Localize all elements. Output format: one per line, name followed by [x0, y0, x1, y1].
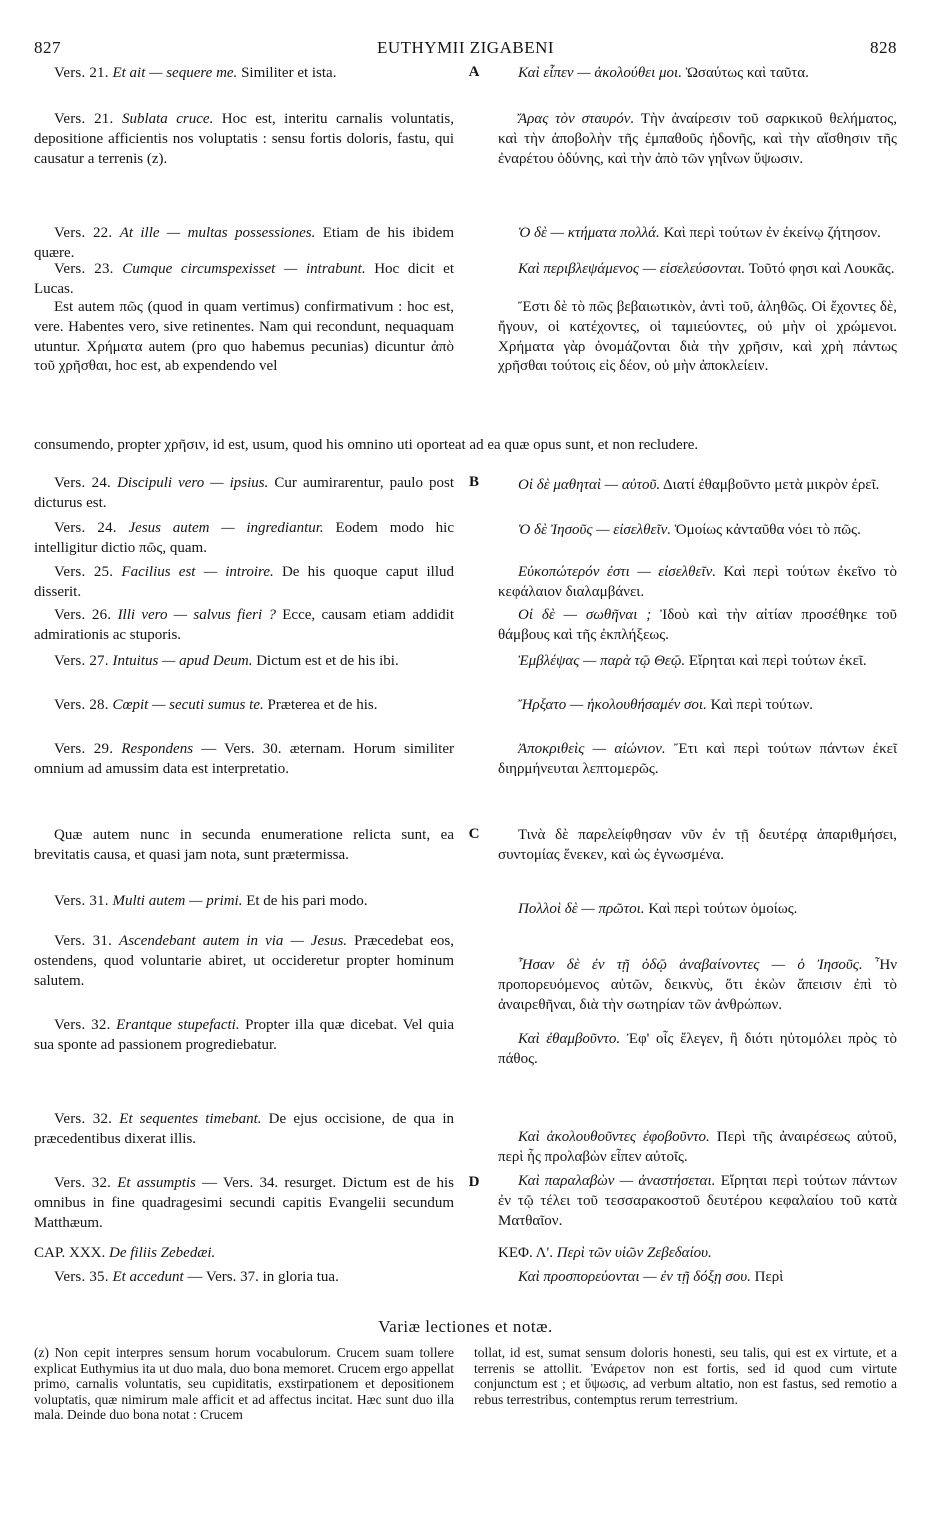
latin-chapter-title: De filiis Zebedæi.	[109, 1245, 216, 1261]
greek-commentary: Τινὰ δὲ παρελείφθησαν νῦν ἐν τῇ δευτέρᾳ ἀπαριθμήσει, συντομίας ἕνεκεν, καὶ ὡς ἐγνωσμένα.	[498, 827, 897, 863]
greek-commentary: Τὴν ἀναίρεσιν τοῦ σαρκικοῦ θελήματος, καὶ τὴν ἀποβολὴν τῆς ἐμπαθοῦς ἡδονῆς, καὶ τὴν αἴσθησιν τῆς ἐναρέτου ὀδύνης, καὶ τὴν ἀπὸ τῶν γηΐνων ὕψωσιν.	[498, 111, 898, 167]
verse-reference: Vers. 24.	[54, 520, 117, 536]
greek-paragraph	[498, 476, 897, 496]
latin-commentary: — Vers. 30. æternam. Horum similiter omnium ad amussim data est interpretatio.	[34, 741, 455, 777]
greek-commentary: Περὶ	[750, 1269, 784, 1285]
section-marker: A	[468, 64, 480, 80]
section-marker: D	[468, 1174, 480, 1190]
greek-chapter-heading	[498, 1244, 897, 1264]
verse-reference: Vers. 35.	[54, 1269, 109, 1285]
latin-chapter-heading	[34, 1244, 454, 1264]
section-marker: C	[468, 826, 480, 842]
greek-chapter-number: ΚΕΦ. Λ'.	[498, 1245, 553, 1261]
notes-title: Variæ lectiones et notæ.	[378, 1317, 553, 1336]
running-title: EUTHYMII ZIGABENI	[376, 38, 555, 57]
greek-commentary: Ἐφ' οἷς ἔλεγεν, ἢ διότι ηὐτομόλει πρὸς τὸ πάθος.	[498, 1031, 897, 1067]
verse-reference: Vers. 31.	[54, 893, 109, 909]
greek-paragraph	[498, 606, 897, 646]
latin-commentary: Et de his pari modo.	[242, 893, 368, 909]
greek-paragraph	[498, 563, 897, 603]
greek-paragraph	[498, 1128, 897, 1168]
greek-lemma: Οἱ δὲ — σωθῆναι ;	[518, 607, 652, 623]
greek-paragraph	[498, 1030, 897, 1070]
latin-paragraph	[34, 110, 454, 169]
latin-lemma: Jesus autem — ingrediantur.	[128, 520, 324, 536]
greek-commentary: Ὡσαύτως καὶ ταῦτα.	[681, 65, 809, 81]
latin-commentary: — Vers. 37. in gloria tua.	[183, 1269, 339, 1285]
verse-reference: Vers. 21.	[54, 111, 114, 127]
latin-lemma: Et accedunt	[112, 1269, 184, 1285]
latin-paragraph	[34, 1110, 454, 1150]
latin-paragraph	[34, 652, 454, 672]
latin-lemma: Respondens	[121, 741, 194, 757]
greek-lemma: Καὶ εἶπεν — ἀκολούθει μοι.	[518, 65, 682, 81]
greek-lemma: Ὁ δὲ — κτήματα πολλά.	[518, 225, 660, 241]
latin-paragraph	[34, 606, 454, 646]
greek-commentary: Ἦν προπορευόμενος αὐτῶν, δεικνὺς, ὅτι ἑκὼν ἄπεισιν ἐπὶ τὸ ἀναιρεθῆναι, διὰ τὴν σωτηρίαν τῶν ἀνθρώπων.	[498, 957, 897, 1013]
greek-chapter-title: Περὶ τῶν υἱῶν Ζεβεδαίου.	[556, 1245, 712, 1261]
greek-commentary: Ἰδοὺ καὶ τὴν αἰτίαν προσέθηκε τοῦ θάμβους καὶ τῆς ἐκπλήξεως.	[498, 607, 897, 643]
verse-reference: Vers. 32.	[54, 1175, 112, 1191]
latin-commentary: Præcedebat eos, ostendens, quod voluntarie abiret, ut occideretur propter hominum salutem.	[34, 933, 455, 989]
latin-commentary: Cur aumirarentur, paulo post dicturus est.	[34, 475, 454, 511]
footnote-col-left: (z) Non cepit interpres sensum horum vocabulorum. Crucem suam tollere explicat Euthymius ita ut duo mala, duo bona memoret. Crucem ergo appellat primo, carnalis voluntatis, seu cupiditatis, exstirpationem et depositionem voluptatis, quæ nimirum male afficit et ad affectus incitat. Hæc sunt duo illa mala. Deinde duo bona notat : Crucem	[34, 1345, 454, 1423]
greek-paragraph	[498, 521, 897, 541]
latin-paragraph	[34, 519, 454, 559]
latin-commentary: Ecce, causam etiam addidit admirationis ac stuporis.	[34, 607, 454, 643]
greek-lemma: Εὐκοπώτερόν ἐστι — εἰσελθεῖν.	[518, 564, 716, 580]
greek-lemma: Καὶ προσπορεύονται — ἐν τῇ δόξῃ σου.	[518, 1269, 751, 1285]
greek-paragraph	[498, 298, 897, 377]
latin-paragraph	[34, 298, 454, 377]
latin-paragraph	[34, 1016, 454, 1056]
latin-commentary: Quæ autem nunc in secunda enumeratione relicta sunt, ea brevitatis causa, et quasi jam nota, sunt prætermissa.	[34, 827, 454, 863]
greek-lemma: Ὁ δὲ Ἰησοῦς — εἰσελθεῖν.	[518, 522, 672, 538]
greek-commentary: Εἴρηται περὶ τούτων πάντων ἐν τῷ τέλει τοῦ τεσσαρακοστοῦ δευτέρου κεφαλαίου τοῦ κατὰ Ματθαῖον.	[498, 1173, 897, 1229]
latin-commentary: De ejus occisione, de qua in præcedentibus dixerat illis.	[34, 1111, 455, 1147]
verse-reference: Vers. 32.	[54, 1017, 111, 1033]
greek-commentary: Καὶ περὶ τούτων ἐκεῖνο τὸ κεφάλαιον διαλαμβάνει.	[498, 564, 897, 600]
greek-lemma: Καὶ περιβλεψάμενος — εἰσελεύσονται.	[518, 261, 746, 277]
verse-reference: Vers. 28.	[54, 697, 109, 713]
footnote-col-right: tollat, id est, sumat sensum doloris honesti, seu talis, qui est ex virtute, et a terrenis se attollit. Ἐνάρετον non est fortis, sed id quod cum virtute conjunctum est ; et ὕψωσις, ad verbum altatio, non est fastus, sed remotio a rebus terrestribus, contemptus rerum terrestrium.	[474, 1345, 897, 1407]
greek-lemma: Ἦσαν δὲ ἐν τῇ ὁδῷ ἀναβαίνοντες — ὁ Ἰησοῦς.	[518, 957, 863, 973]
greek-commentary: Καὶ περὶ τούτων ὁμοίως.	[644, 901, 798, 917]
greek-commentary: Περὶ τῆς ἀναιρέσεως αὐτοῦ, περὶ ἧς προλαβὼν εἶπεν αὐτοῖς.	[498, 1129, 897, 1165]
latin-lemma: Cumque circumspexisset — intrabunt.	[122, 261, 366, 277]
latin-lemma: Discipuli vero — ipsius.	[117, 475, 269, 491]
page-number-left: 827	[34, 38, 61, 57]
latin-chapter-number: CAP. XXX.	[34, 1245, 106, 1261]
latin-lemma: Sublata cruce.	[121, 111, 214, 127]
greek-lemma: Ἀποκριθεὶς — αἰώνιον.	[518, 741, 666, 757]
latin-lemma: Et sequentes timebant.	[119, 1111, 262, 1127]
latin-paragraph	[34, 1174, 454, 1233]
greek-paragraph	[498, 900, 897, 920]
latin-commentary: Similiter et ista.	[237, 65, 337, 81]
latin-commentary: Præterea et de his.	[263, 697, 378, 713]
latin-commentary: De his quoque caput illud disserit.	[34, 564, 454, 600]
verse-reference: Vers. 31.	[54, 933, 112, 949]
latin-paragraph	[34, 826, 454, 866]
greek-commentary: Ἔστι δὲ τὸ πῶς βεβαιωτικὸν, ἀντὶ τοῦ, ἀληθῶς. Οἱ ἔχοντες δὲ, ἤγουν, οἱ κατέχοντες, οἱ ταμιεύοντες, οὐ μὴν οἱ χρώμενοι. Χρήματα γὰρ ὀνομάζονται διὰ τὴν χρῆσιν, καὶ χρὴ πάντως χρῆσθαι τούτοις εἰς δέον, οὐ μὴν ἀποκλείειν.	[498, 299, 897, 375]
latin-paragraph	[34, 1268, 454, 1288]
greek-paragraph	[498, 956, 897, 1015]
latin-commentary: Hoc est, interitu carnalis voluntatis, depositione afficientis nos voluptatis : sensu fortis doloris, fastu, qui causatur a terrenis (z).	[34, 111, 455, 167]
latin-lemma: Ascendebant autem in via — Jesus.	[119, 933, 348, 949]
latin-paragraph	[34, 696, 454, 716]
latin-lemma: Intuitus — apud Deum.	[112, 653, 253, 669]
running-header	[34, 38, 897, 62]
greek-lemma: Οἱ δὲ μαθηταὶ — αὐτοῦ.	[518, 477, 661, 493]
verse-reference: Vers. 27.	[54, 653, 109, 669]
latin-commentary: Hoc dicit et Lucas.	[34, 261, 455, 297]
latin-lemma: Multi autem — primi.	[112, 893, 243, 909]
latin-commentary: Est autem πῶς (quod in quam vertimus) confirmativum : hoc est, vere. Habentes vero, sive retinentes. Nam qui recondunt, nequaquam utuntur. Χρήματα autem (pro quo habemus pecunias) dicuntur ἀπὸ τοῦ χρῆσθαι, hoc est, ab expendendo vel	[34, 299, 454, 375]
verse-reference: Vers. 21.	[54, 65, 109, 81]
greek-paragraph	[498, 110, 897, 169]
greek-paragraph	[498, 1172, 897, 1231]
greek-commentary: Ἔτι καὶ περὶ τούτων πάντων ἐκεῖ διηρμήνευται λεπτομερῶς.	[498, 741, 897, 777]
greek-lemma: Ἐμβλέψας — παρὰ τῷ Θεῷ.	[518, 653, 686, 669]
latin-commentary: Eodem modo hic intelligitur dictio πῶς, quam.	[34, 520, 454, 556]
greek-commentary: Διατί ἐθαμβοῦντο μετὰ μικρὸν ἐρεῖ.	[660, 477, 880, 493]
greek-paragraph	[498, 826, 897, 866]
latin-paragraph	[34, 260, 454, 300]
latin-lemma: Illi vero — salvus fieri ?	[117, 607, 276, 623]
latin-commentary: Propter illa quæ dicebat. Vel quia sua sponte ad passionem progrediebatur.	[34, 1017, 454, 1053]
verse-reference: Vers. 22.	[54, 225, 113, 241]
greek-paragraph	[498, 260, 897, 280]
page-number-right: 828	[870, 38, 897, 57]
latin-paragraph	[34, 932, 454, 991]
verse-reference: Vers. 29.	[54, 741, 114, 757]
latin-paragraph	[34, 64, 454, 84]
verse-reference: Vers. 24.	[54, 475, 112, 491]
latin-paragraph	[34, 892, 454, 912]
greek-commentary: Ὁμοίως κἀνταῦθα νόει τὸ πῶς.	[671, 522, 861, 538]
greek-commentary: Καὶ περὶ τούτων.	[706, 697, 814, 713]
latin-lemma: Et assumptis	[117, 1175, 196, 1191]
greek-paragraph	[498, 740, 897, 780]
latin-lemma: At ille — multas possessiones.	[119, 225, 316, 241]
greek-commentary: Καὶ περὶ τούτων ἐν ἐκείνῳ ζήτησον.	[659, 225, 881, 241]
greek-lemma: Καὶ ἀκολουθοῦντες ἐφοβοῦντο.	[518, 1129, 710, 1145]
latin-paragraph	[34, 563, 454, 603]
greek-lemma: Ἤρξατο — ἠκολουθήσαμέν σοι.	[518, 697, 707, 713]
latin-commentary: Dictum est et de his ibi.	[252, 653, 399, 669]
latin-lemma: Erantque stupefacti.	[116, 1017, 240, 1033]
verse-reference: Vers. 26.	[54, 607, 112, 623]
latin-lemma: Facilius est — introire.	[121, 564, 274, 580]
latin-commentary: Etiam de his ibidem quære.	[34, 225, 454, 261]
greek-commentary: Εἴρηται καὶ περὶ τούτων ἐκεῖ.	[685, 653, 867, 669]
greek-paragraph	[498, 224, 897, 244]
verse-reference: Vers. 23.	[54, 261, 114, 277]
latin-lemma: Et ait — sequere me.	[112, 65, 238, 81]
greek-commentary: Τοῦτό φησι καὶ Λουκᾶς.	[745, 261, 895, 277]
greek-lemma: Καὶ παραλαβὼν — ἀναστήσεται.	[518, 1173, 716, 1189]
verse-reference: Vers. 32.	[54, 1111, 113, 1127]
latin-paragraph	[34, 474, 454, 514]
verse-reference: Vers. 25.	[54, 564, 114, 580]
latin-lemma: Cœpit — secuti sumus te.	[112, 697, 264, 713]
greek-lemma: Ἄρας τὸν σταυρόν.	[518, 111, 635, 127]
latin-commentary: — Vers. 34. resurget. Dictum est de his omnibus in fine quadragesimi secundi capitis Evangelii secundum Matthæum.	[34, 1175, 455, 1231]
latin-paragraph	[34, 224, 454, 264]
latin-paragraph	[34, 740, 454, 780]
greek-paragraph	[498, 652, 897, 672]
greek-paragraph	[498, 64, 897, 84]
section-marker: B	[468, 474, 479, 490]
greek-paragraph	[498, 1268, 897, 1288]
greek-lemma: Πολλοὶ δὲ — πρῶτοι.	[518, 901, 645, 917]
greek-lemma: Καὶ ἐθαμβοῦντο.	[518, 1031, 621, 1047]
latin-continuation: consumendo, propter χρῆσιν, id est, usum, quod his omnino uti oporteat ad ea quæ opus sunt, et non recludere.	[34, 437, 699, 453]
greek-paragraph	[498, 696, 897, 716]
